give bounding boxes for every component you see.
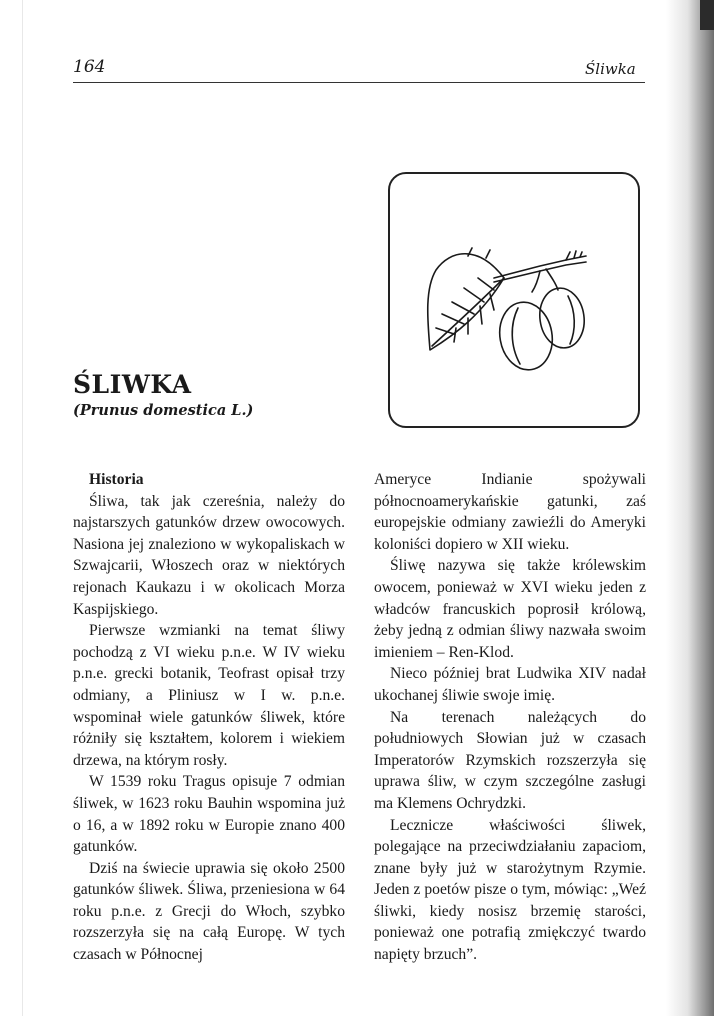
paragraph-continuation: Ameryce Indianie spożywali północnoamerykańskie gatunki, zaś europejskie odmiany zawieźli do Ameryki koloniści dopiero w XII wieku. <box>374 471 646 553</box>
illustration-frame <box>388 172 640 428</box>
left-column <box>73 469 345 966</box>
paragraph: Nieco później brat Ludwika XIV nadał ukochanej śliwie swoje imię. <box>374 665 646 704</box>
article-title: ŚLIWKA <box>73 370 192 399</box>
paragraph: Śliwa, tak jak czereśnia, należy do najstarszych gatunków drzew owocowych. Nasiona jej znaleziono w wykopaliskach w Szwajcarii, Włoszech oraz w niektórych rejonach Kaukazu i w okolicach Morza Kaspijskiego. <box>73 492 345 618</box>
paragraph: W 1539 roku Tragus opisuje 7 odmian śliwek, w 1623 roku Bauhin wspomina już o 16, a w 1892 roku w Europie znano 400 gatunków. <box>73 773 345 856</box>
paragraph: Lecznicze właściwości śliwek, polegające na przeciwdziałaniu zapaciom, znane były już w starożytnym Rzymie. Jeden z poetów pisze o tym, mówiąc: „Weź śliwki, kiedy nosisz brzemię starości, ponieważ one potrafią zmiękczyć twardo napięty brzuch”. <box>374 816 646 964</box>
page-edge <box>22 0 23 1016</box>
plum-back <box>536 285 588 351</box>
branch-stem <box>494 256 586 278</box>
paragraph: Na terenach należących do południowych Słowian już w czasach Imperatorów Rzymskich rozszerzyła się uprawa śliw, w czym szczególne zasługi ma Klemens Ochrydzki. <box>374 708 646 812</box>
plum-branch-illustration <box>390 174 642 430</box>
running-title: Śliwka <box>585 60 636 78</box>
plum-front <box>494 298 557 374</box>
page-number: 164 <box>73 57 106 77</box>
right-column <box>374 469 646 966</box>
latin-name: (Prunus domestica L.) <box>73 402 254 419</box>
paragraph: Pierwsze wzmianki na temat śliwy pochodzą z VI wieku p.n.e. W IV wieku p.n.e. grecki botanik, Teofrast opisał trzy odmiany, a Pliniusz w I w. p.n.e. wspominał wiele gatunków śliwek, które różniły się kształtem, kolorem i wiekiem drzewa, na którym rosły. <box>73 622 345 769</box>
book-spine-shadow <box>666 0 714 1016</box>
header-rule <box>73 82 645 83</box>
paragraph: Dziś na świecie uprawia się około 2500 gatunków śliwek. Śliwa, przeniesiona w 64 roku p.n.e. z Grecji do Włoch, szybko rozszerzyła się na całą Europę. W tych czasach w Północnej <box>73 859 345 964</box>
paragraph: Śliwę nazywa się także królewskim owocem, ponieważ w XVI wieku jeden z władców francuskich poprosił królową, żeby jedną z odmian śliwy nazwała swoim imieniem – Ren-Klod. <box>374 557 646 661</box>
section-heading: Historia <box>89 471 144 488</box>
book-spine-corner <box>700 0 714 30</box>
